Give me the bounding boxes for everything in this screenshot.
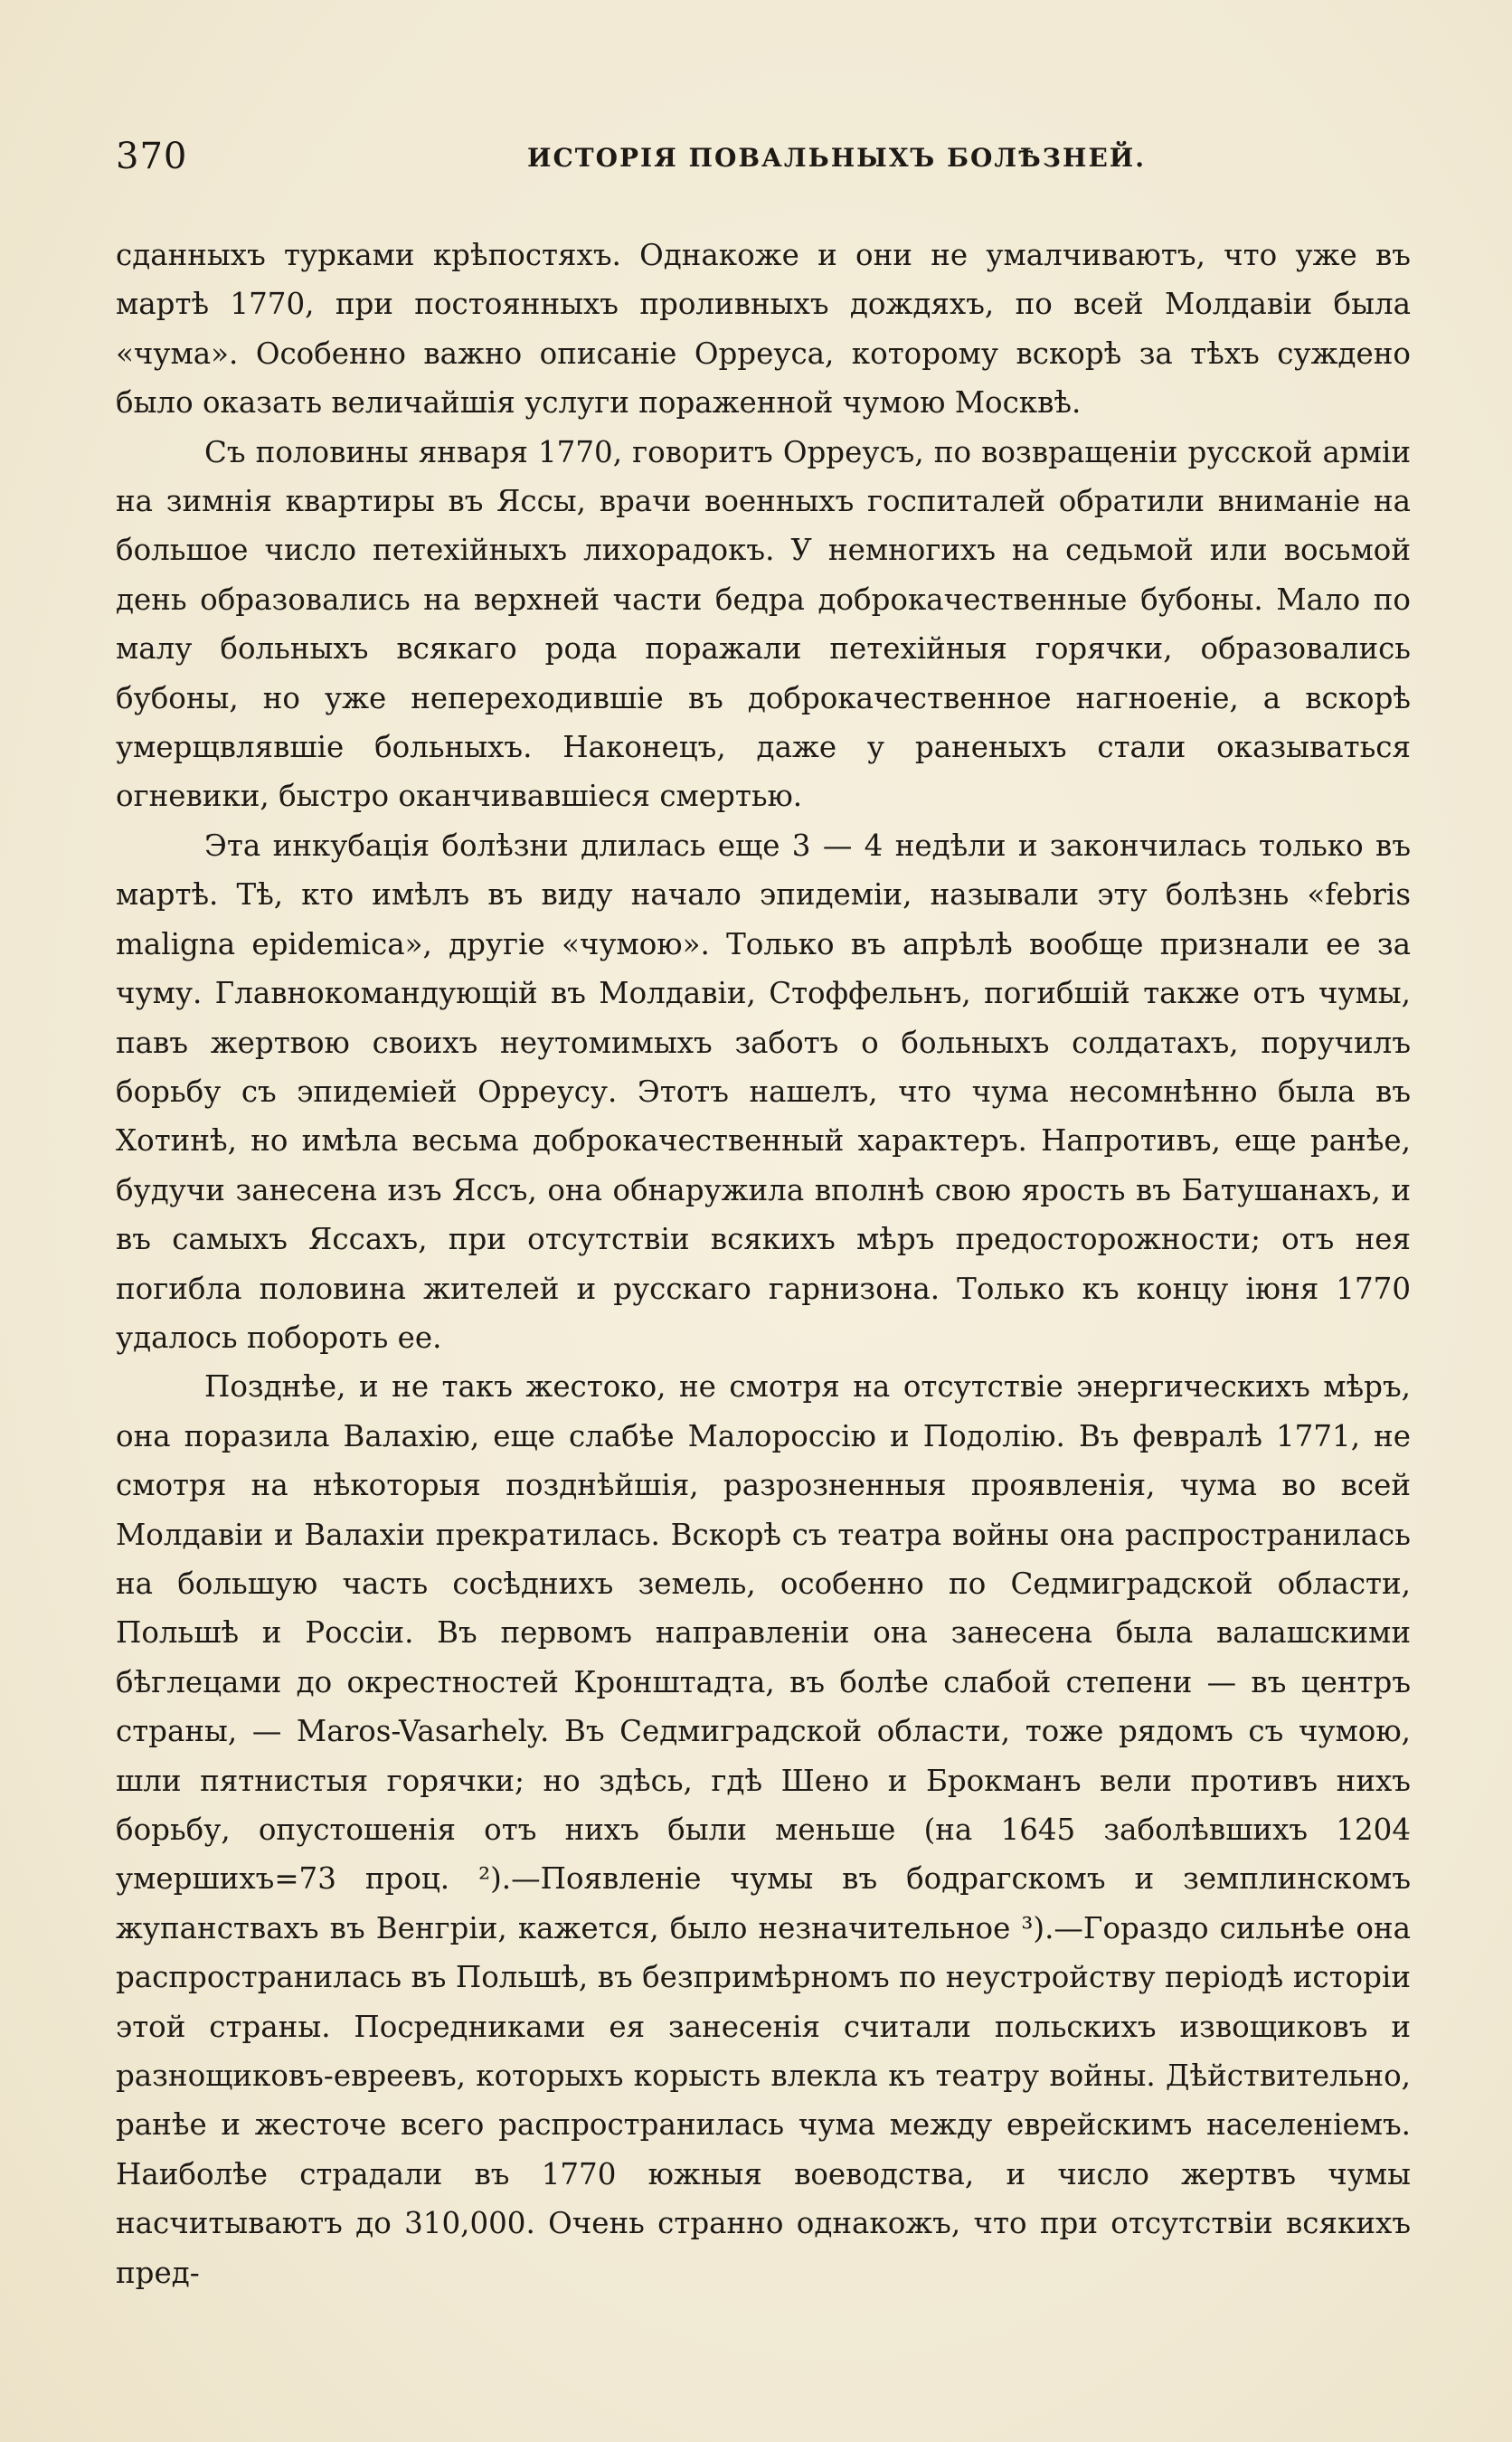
paragraph-4: Позднѣе, и не такъ жестоко, не смотря на отсутствіе энергическихъ мѣръ, она поразила Валахію, еще слабѣе Малороссію и Подолію. Въ февралѣ 1771, не смотря на нѣкоторыя позднѣйшія, разрозненныя проявленія, чума во всей Молдавіи и Валахіи прекратилась. Вскорѣ съ театра войны она распространилась на большую часть сосѣднихъ земель, особенно по Седмиградской области, Польшѣ и Россіи. Въ первомъ направленіи она занесена была валашскими бѣглецами до окрестностей Кронштадта, въ болѣе слабой степени — въ центръ страны, — Maros-Vasarhely. Въ Седмиградской области, тоже рядомъ съ чумою, шли пятнистыя горячки; но здѣсь, гдѣ Шено и Брокманъ вели противъ нихъ борьбу, опустошенія отъ нихъ были меньше (на 1645 заболѣвшихъ 1204 умершихъ=73 проц. ²).—Появленіе чумы въ бодрагскомъ и земплинскомъ жупанствахъ въ Венгріи, кажется, было незначительное ³).—Гораздо сильнѣе она распространилась въ Польшѣ, въ безпримѣрномъ по неустройству періодѣ исторіи этой страны. Посредниками ея занесенія считали польскихъ извощиковъ и разнощиковъ-евреевъ, которыхъ корысть влекла къ театру войны. Дѣйствительно, ранѣе и жесточе всего распространилась чума между еврейскимъ населеніемъ. Наиболѣе страдали въ 1770 южныя воеводства, и число жертвъ чумы насчитываютъ до 310,000. Очень странно однакожъ, что при отсутствіи всякихъ пред-: [116, 1369, 1411, 2290]
paragraph-2: Съ половины января 1770, говоритъ Орреусъ, по возвращеніи русской арміи на зимнія квартиры въ Яссы, врачи военныхъ госпиталей обратили вниманіе на большое число петехійныхъ лихорадокъ. У немногихъ на седьмой или восьмой день образовались на верхней части бедра доброкачественные бубоны. Мало по малу больныхъ всякаго рода поражали петехійныя горячки, образовались бубоны, но уже непереходившіе въ доброкачественное нагноеніе, а вскорѣ умерщвлявшіе больныхъ. Наконецъ, даже у раненыхъ стали оказываться огневики, быстро оканчивавшіеся смертью.: [116, 434, 1411, 814]
body-text: [116, 231, 1411, 2297]
paragraph-1: сданныхъ турками крѣпостяхъ. Однакоже и они не умалчиваютъ, что уже въ мартѣ 1770, при постоянныхъ проливныхъ дождяхъ, по всей Молдавіи была «чума». Особенно важно описаніе Орреуса, которому вскорѣ за тѣхъ суждено было оказать величайшія услуги пораженной чумою Москвѣ.: [116, 238, 1411, 421]
running-title: ИСТОРІЯ ПОВАЛЬНЫХЪ БОЛѢЗНЕЙ.: [527, 143, 1147, 173]
page-number: 370: [116, 136, 188, 177]
running-head: [116, 136, 1418, 190]
paragraph-3: Эта инкубація болѣзни длилась еще 3 — 4 недѣли и закончилась только въ мартѣ. Тѣ, кто имѣлъ въ виду начало эпидеміи, называли эту болѣзнь «febris maligna epidemica», другіе «чумою». Только въ апрѣлѣ вообще признали ее за чуму. Главнокомандующій въ Молдавіи, Стоффельнъ, погибшій также отъ чумы, павъ жертвою своихъ неутомимыхъ заботъ о больныхъ солдатахъ, поручилъ борьбу съ эпидеміей Орреусу. Этотъ нашелъ, что чума несомнѣнно была въ Хотинѣ, но имѣла весьма доброкачественный характеръ. Напротивъ, еще ранѣе, будучи занесена изъ Яссъ, она обнаружила вполнѣ свою ярость въ Батушанахъ, и въ самыхъ Яссахъ, при отсутствіи всякихъ мѣръ предосторожности; отъ нея погибла половина жителей и русскаго гарнизона. Только къ концу іюня 1770 удалось побороть ее.: [116, 828, 1411, 1355]
